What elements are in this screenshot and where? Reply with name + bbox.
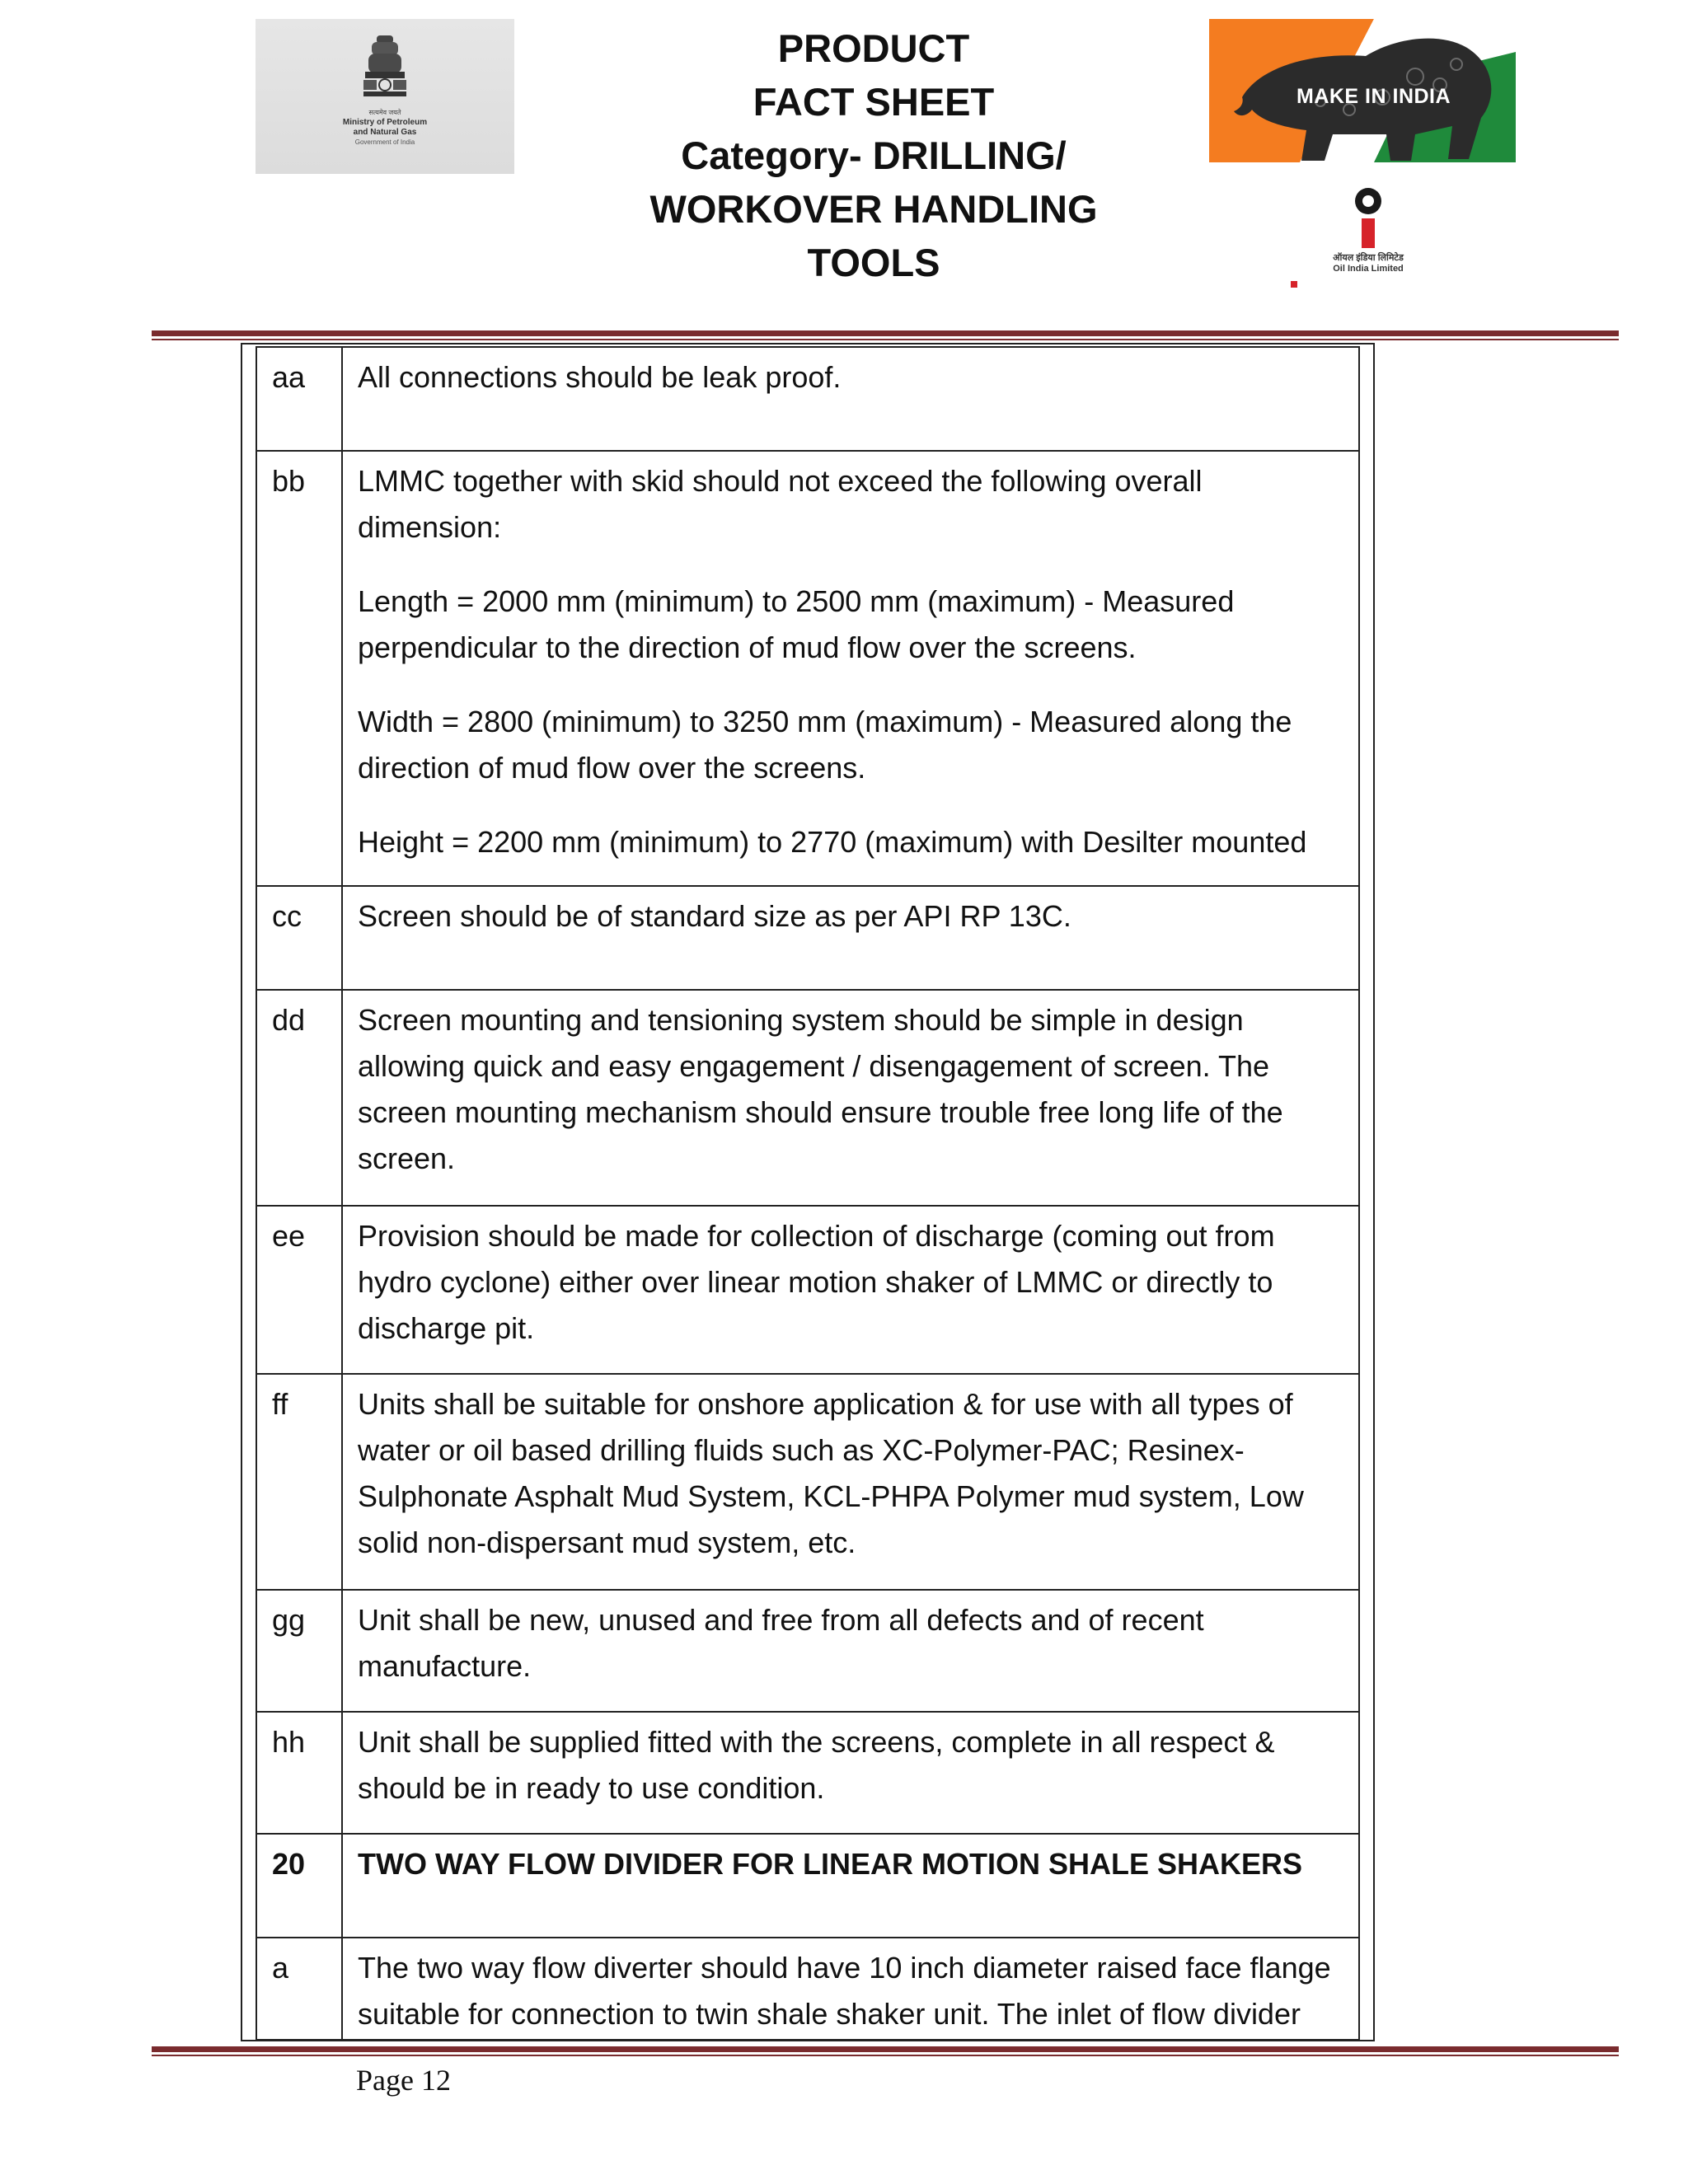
description-paragraph: Height = 2200 mm (minimum) to 2770 (maximum) with Desilter mounted xyxy=(358,825,1307,859)
table-row xyxy=(256,1374,1359,1590)
description-paragraph: TWO WAY FLOW DIVIDER FOR LINEAR MOTION SHALE SHAKERS xyxy=(358,1847,1303,1881)
table-row xyxy=(256,347,1359,451)
title-line: WORKOVER HANDLING xyxy=(649,187,1098,231)
description-paragraph: Screen mounting and tensioning system should be simple in design allowing quick and easy engagement / disengagement of screen. The screen mounting mechanism should ensure trouble free long life of the screen. xyxy=(358,1003,1283,1175)
decorative-dot xyxy=(1291,281,1297,288)
row-number: ee xyxy=(256,1206,342,1374)
oil-india-hindi-name: ऑयल इंडिया लिमिटेड xyxy=(1333,253,1404,263)
table-row xyxy=(256,1938,1359,2040)
ministry-name xyxy=(256,108,514,148)
description-paragraph: Screen should be of standard size as per API RP 13C. xyxy=(358,899,1071,933)
description-paragraph: LMMC together with skid should not exceed the following overall dimension: xyxy=(358,464,1203,544)
row-description xyxy=(342,1590,1359,1712)
ministry-name-line1: Ministry of Petroleum xyxy=(342,118,428,127)
ministry-sub-line: Government of India xyxy=(354,138,415,146)
row-number: 20 xyxy=(256,1834,342,1938)
title-line: FACT SHEET xyxy=(753,80,995,124)
row-description xyxy=(342,1712,1359,1834)
ministry-logo xyxy=(256,19,514,174)
header-rule xyxy=(152,330,1619,340)
description-paragraph: Provision should be made for collection of discharge (coming out from hydro cyclone) either over linear motion shaker of LMMC or directly to discharge pit. xyxy=(358,1219,1275,1345)
oil-india-drop-icon xyxy=(1319,185,1418,251)
row-description xyxy=(342,990,1359,1206)
title-line: Category- DRILLING/ xyxy=(681,134,1067,177)
ministry-name-line2: and Natural Gas xyxy=(353,128,417,137)
row-description xyxy=(342,451,1359,886)
description-paragraph: Width = 2800 (minimum) to 3250 mm (maximum) - Measured along the direction of mud flow over the screens. xyxy=(358,705,1292,785)
table-row xyxy=(256,1206,1359,1374)
description-paragraph: Units shall be suitable for onshore application & for use with all types of water or oil based drilling fluids such as XC-Polymer-PAC; Resinex-Sulphonate Asphalt Mud System, KCL-PHPA Polymer mud system, Low solid non-dispersant mud system, etc. xyxy=(358,1387,1304,1559)
table-row xyxy=(256,1834,1359,1938)
ashoka-emblem-icon xyxy=(359,34,411,108)
row-description xyxy=(342,1206,1359,1374)
make-in-india-logo xyxy=(1209,19,1516,162)
row-number: a xyxy=(256,1938,342,2040)
specification-table xyxy=(256,346,1360,2041)
row-number: aa xyxy=(256,347,342,451)
title-line: TOOLS xyxy=(807,241,940,284)
description-paragraph: Unit shall be supplied fitted with the screens, complete in all respect & should be in ready to use condition. xyxy=(358,1725,1275,1805)
footer-rule xyxy=(152,2046,1619,2056)
description-paragraph: All connections should be leak proof. xyxy=(358,360,842,394)
row-description xyxy=(342,886,1359,990)
description-paragraph: The two way flow diverter should have 10 inch diameter raised face flange suitable for connection to twin shale shaker unit. The inlet of flow divider xyxy=(358,1951,1331,2031)
table-row xyxy=(256,451,1359,886)
title-line: PRODUCT xyxy=(777,26,970,70)
table-row xyxy=(256,990,1359,1206)
row-description xyxy=(342,1834,1359,1938)
row-number: hh xyxy=(256,1712,342,1834)
description-paragraph: Length = 2000 mm (minimum) to 2500 mm (maximum) - Measured perpendicular to the direction of mud flow over the screens. xyxy=(358,584,1235,664)
oil-india-logo xyxy=(1319,185,1418,293)
row-description xyxy=(342,347,1359,451)
oil-india-english-name: Oil India Limited xyxy=(1333,264,1404,274)
table-row xyxy=(256,886,1359,990)
row-description xyxy=(342,1374,1359,1590)
row-number: ff xyxy=(256,1374,342,1590)
row-number: cc xyxy=(256,886,342,990)
row-number: bb xyxy=(256,451,342,886)
row-number: dd xyxy=(256,990,342,1206)
row-description xyxy=(342,1938,1359,2040)
oil-india-name xyxy=(1319,253,1418,274)
page-title xyxy=(577,21,1170,289)
make-in-india-label: MAKE IN INDIA xyxy=(1296,85,1451,108)
table-row xyxy=(256,1712,1359,1834)
page-number: Page 12 xyxy=(356,2064,451,2097)
ministry-hindi-motto: सत्यमेव जयते xyxy=(368,109,401,116)
description-paragraph: Unit shall be new, unused and free from all defects and of recent manufacture. xyxy=(358,1603,1204,1683)
table-row xyxy=(256,1590,1359,1712)
row-number: gg xyxy=(256,1590,342,1712)
